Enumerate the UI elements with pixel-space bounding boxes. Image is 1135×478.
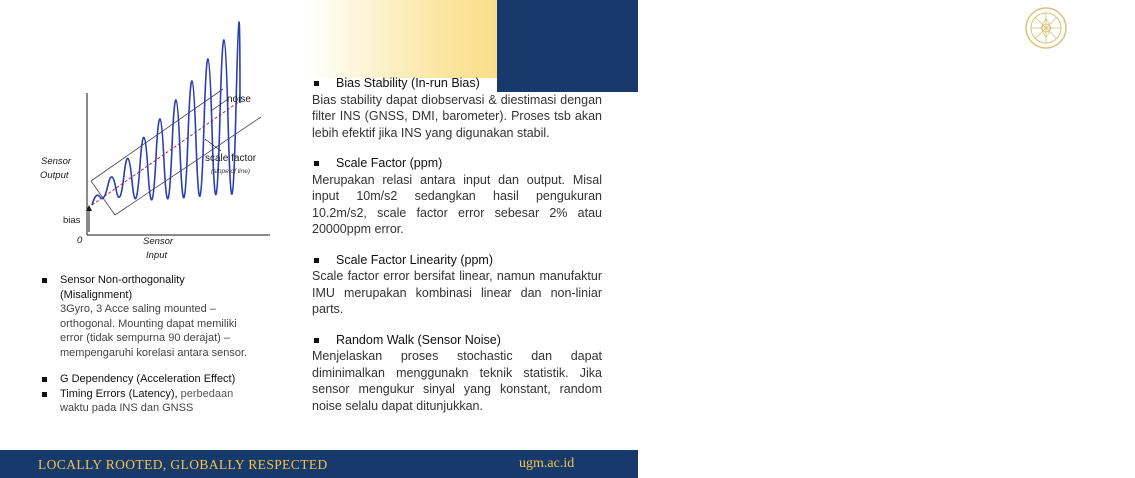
scale-factor-label: scale factor: [205, 153, 257, 164]
section-body-scale-factor: Merupakan relasi antara input dan output. Misal input 10m/s2 sedangkan hasil pengukuran 10.2m/s2, scale factor error sebesar 2% atau 20000ppm error.: [312, 172, 602, 236]
list-item-timing-errors: [40, 387, 280, 402]
item-desc: mempengaruhi korelasi antara sensor.: [60, 346, 248, 359]
square-bullet-icon: [314, 338, 319, 343]
footer-motto: LOCALLY ROOTED, GLOBALLY RESPECTED: [38, 457, 328, 472]
footer-bar: [0, 450, 638, 478]
list-item-non-orthogonality: [40, 273, 280, 302]
right-content-column: [312, 75, 602, 414]
university-name-line1: UNIVERSITAS: [1031, 58, 1101, 69]
section-title-bias-stability: Bias Stability (In-run Bias): [312, 75, 602, 92]
item-title: Timing Errors (Latency),: [60, 387, 178, 400]
item-desc: 3Gyro, 3 Acce saling mounted –: [60, 303, 216, 315]
section-title-scale-factor: Scale Factor (ppm): [312, 155, 602, 172]
noise-label: noise: [227, 94, 251, 105]
item-title-cont: (Misalignment): [60, 288, 133, 301]
square-bullet-icon: [42, 377, 47, 382]
item-desc: waktu pada INS dan GNSS: [60, 402, 194, 414]
x-axis-label-line1: Sensor: [143, 236, 174, 247]
square-bullet-icon: [314, 81, 319, 86]
square-bullet-icon: [314, 258, 319, 263]
section-body-bias-stability: Bias stability dapat diobservasi & diestimasi dengan filter INS (GNSS, DMI, barometer). Proses tsb akan lebih efektif jika INS yang digunakan stabil.: [312, 92, 602, 140]
y-axis-label-line1: Sensor: [41, 156, 72, 167]
square-bullet-icon: [42, 278, 47, 283]
section-body-scale-factor-linearity: Scale factor error bersifat linear, namun manufaktur IMU merupakan kombinasi linear dan non-liniar parts.: [312, 269, 602, 316]
list-item-g-dependency: [40, 372, 280, 387]
item-desc: orthogonal. Mounting dapat memiliki: [60, 317, 237, 330]
left-bullet-list: [40, 273, 280, 416]
slope-note: (slope of line): [211, 168, 251, 175]
square-bullet-icon: [42, 392, 47, 397]
item-title: Sensor Non-orthogonality: [60, 274, 185, 286]
footer-url-link[interactable]: ugm.ac.id: [519, 456, 575, 471]
item-desc: error (tidak sempurna 90 derajat) –: [60, 332, 230, 344]
square-bullet-icon: [314, 161, 319, 166]
section-title-random-walk: Random Walk (Sensor Noise): [312, 332, 602, 349]
university-name-line2: GADJAH MADA: [1027, 69, 1105, 80]
ugm-seal-icon: [1024, 6, 1068, 50]
item-desc-inline: perbedaan: [177, 387, 234, 400]
sensor-error-diagram: [35, 85, 300, 265]
bias-label: bias: [63, 215, 81, 226]
x-axis-label-line2: Input: [146, 250, 168, 261]
section-title-scale-factor-linearity: Scale Factor Linearity (ppm): [312, 252, 602, 269]
section-body-random-walk: Menjelaskan proses stochastic dan dapat diminimalkan menggunakn teknik statistik. Jika sensor mengukur sinyal yang konstant, random noise selalu dapat ditunjukkan.: [312, 349, 602, 413]
y-axis-label-line2: Output: [40, 170, 69, 181]
origin-label: 0: [77, 235, 83, 246]
item-title: G Dependency (Acceleration Effect): [60, 373, 236, 385]
